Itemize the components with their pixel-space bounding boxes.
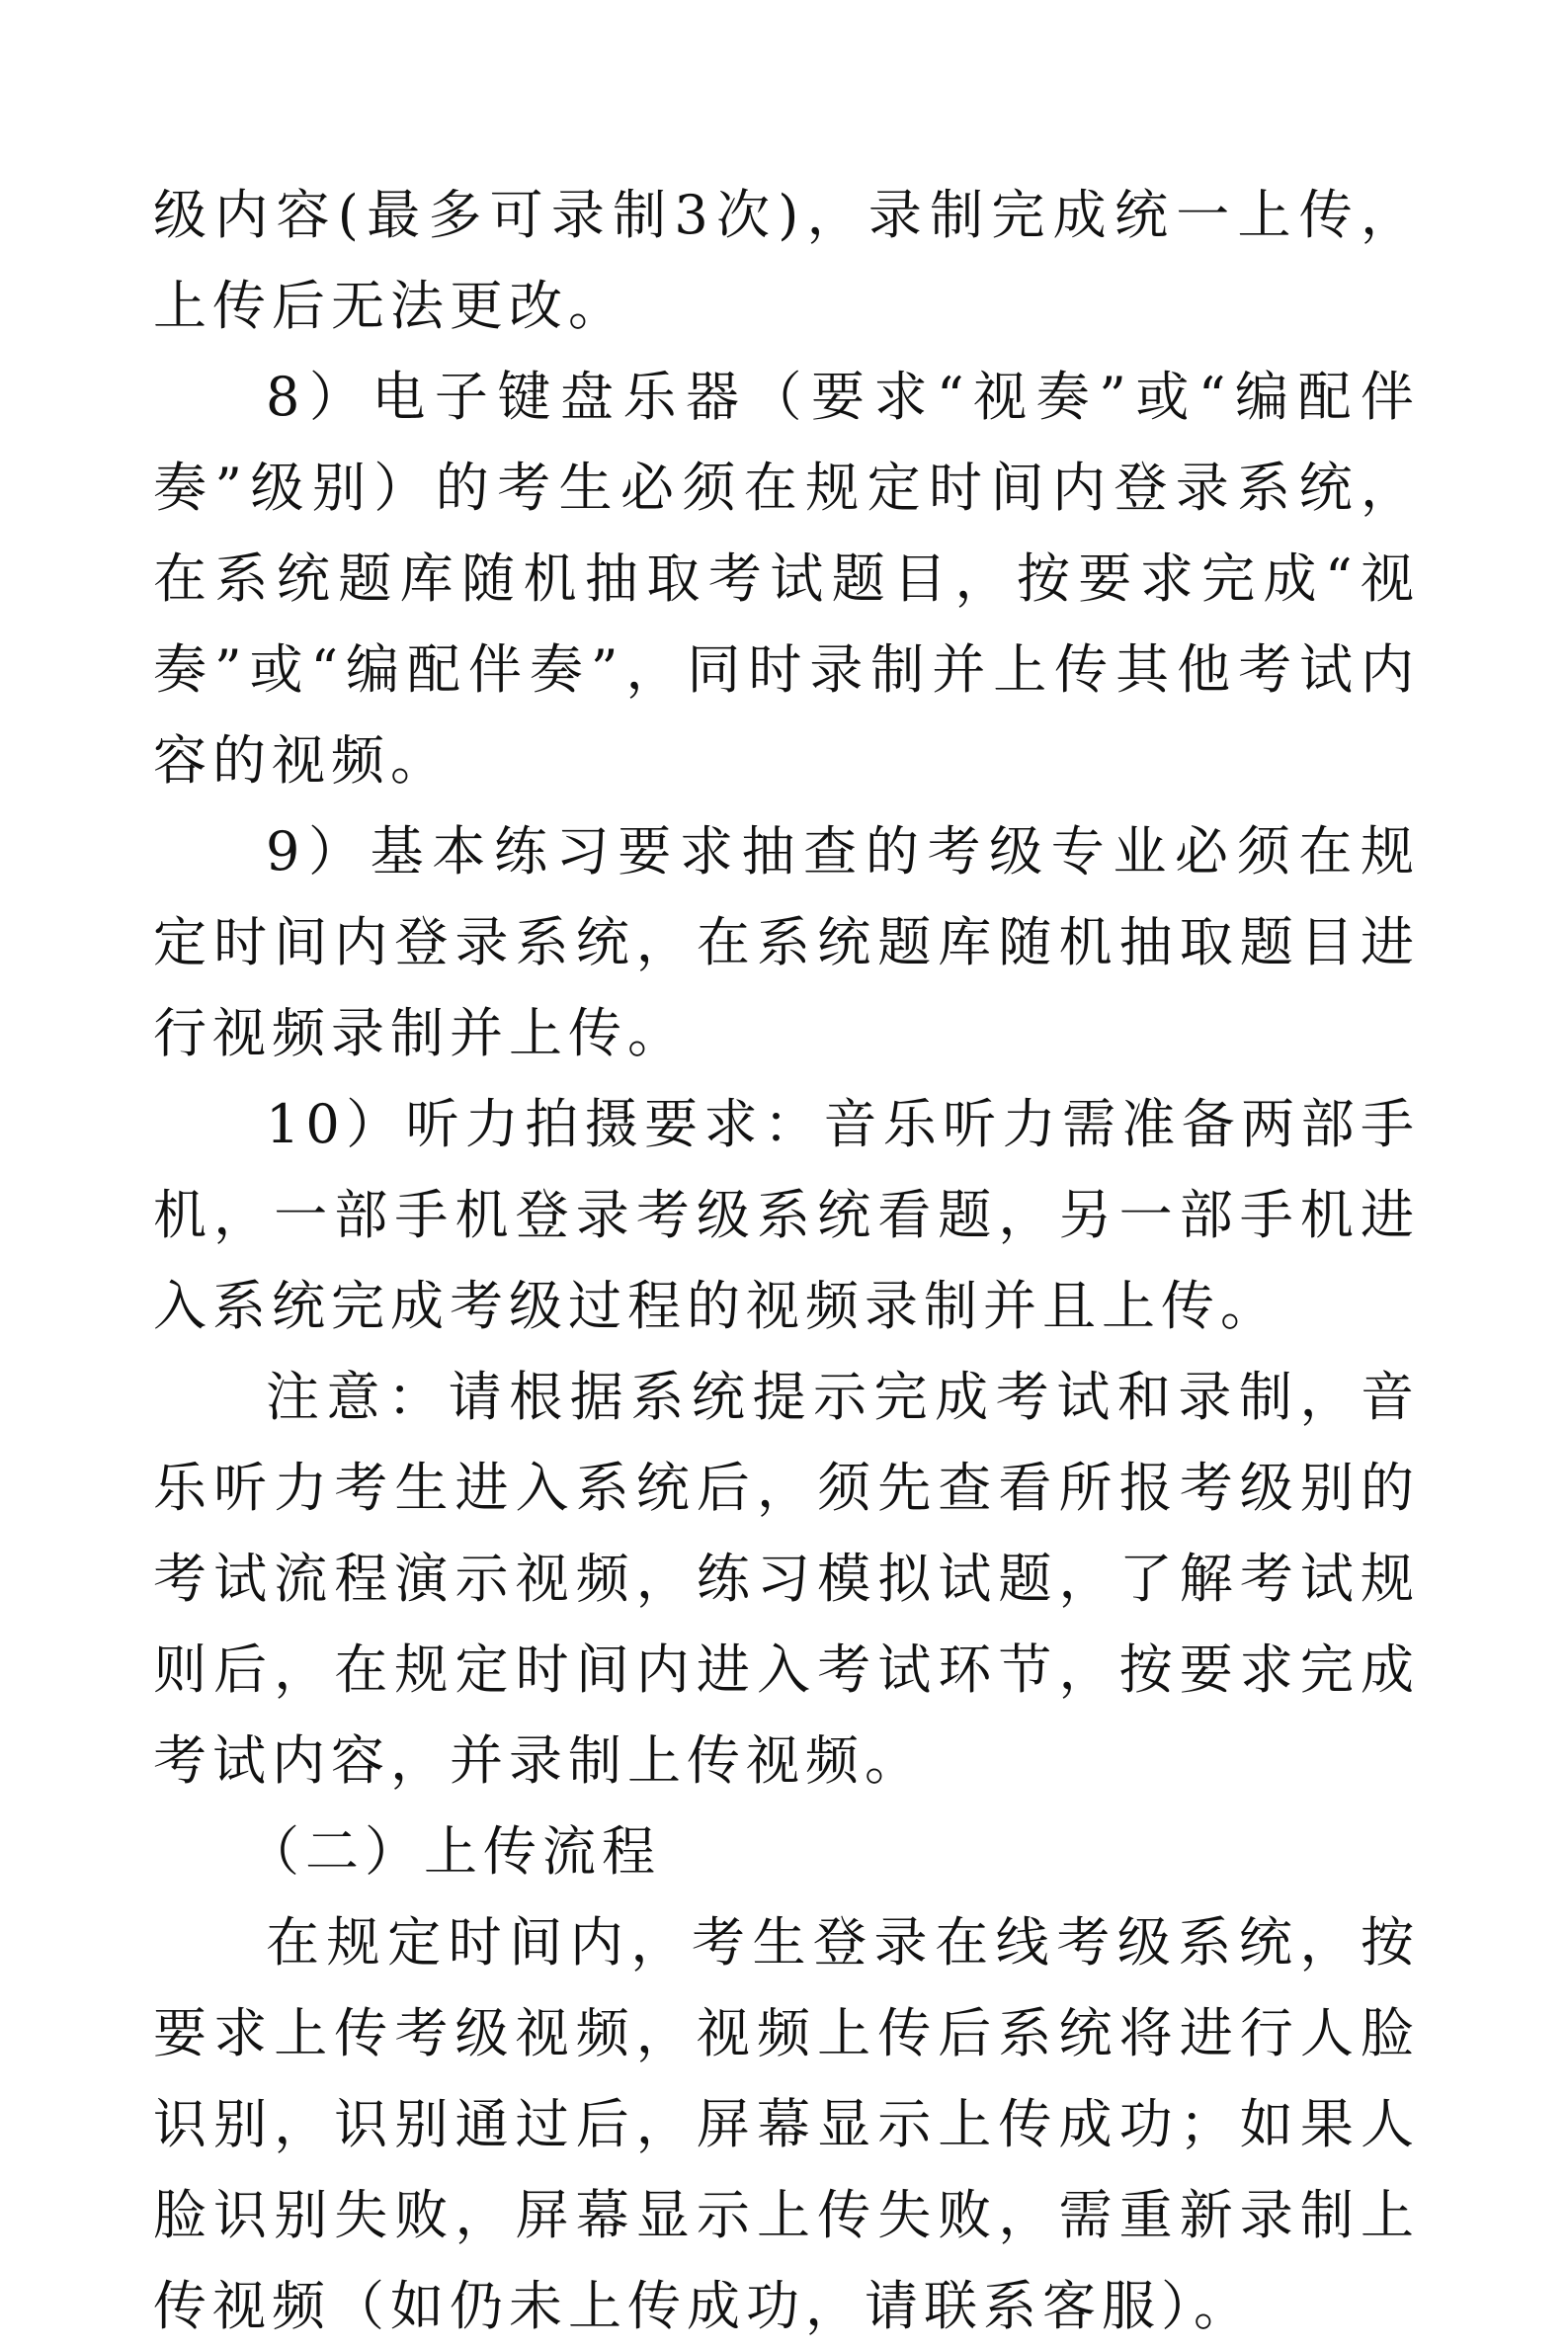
paragraph-upload-process: 在规定时间内，考生登录在线考级系统，按要求上传考级视频，视频上传后系统将进行人脸识别，识别通过后，屏幕显示上传成功；如果人脸识别失败，屏幕显示上传失败，需重新录制上传视频（如仍未上传成功，请联系客服）。	[153, 1911, 1420, 2337]
paragraph-note: 注意：请根据系统提示完成考试和录制，音乐听力考生进入系统后，须先查看所报考级别的考试流程演示视频，练习模拟试题，了解考试规则后，在规定时间内进入考试环节，按要求完成考试内容，并录制上传视频。	[153, 1366, 1420, 1792]
paragraph-item-8: 8）电子键盘乐器（要求“视奏”或“编配伴奏”级别）的考生必须在规定时间内登录系统，在系统题库随机抽取考试题目，按要求完成“视奏”或“编配伴奏”，同时录制并上传其他考试内容的视频。	[153, 366, 1420, 792]
paragraph-continuation: 级内容(最多可录制3次)，录制完成统一上传，上传后无法更改。	[153, 184, 1420, 337]
paragraph-item-10: 10）听力拍摄要求：音乐听力需准备两部手机，一部手机登录考级系统看题，另一部手机进入系统完成考级过程的视频录制并且上传。	[153, 1093, 1420, 1337]
paragraph-item-9: 9）基本练习要求抽查的考级专业必须在规定时间内登录系统，在系统题库随机抽取题目进行视频录制并上传。	[153, 820, 1420, 1064]
document-body	[153, 170, 1420, 2352]
section-heading-upload-process: （二）上传流程	[246, 1820, 661, 1883]
